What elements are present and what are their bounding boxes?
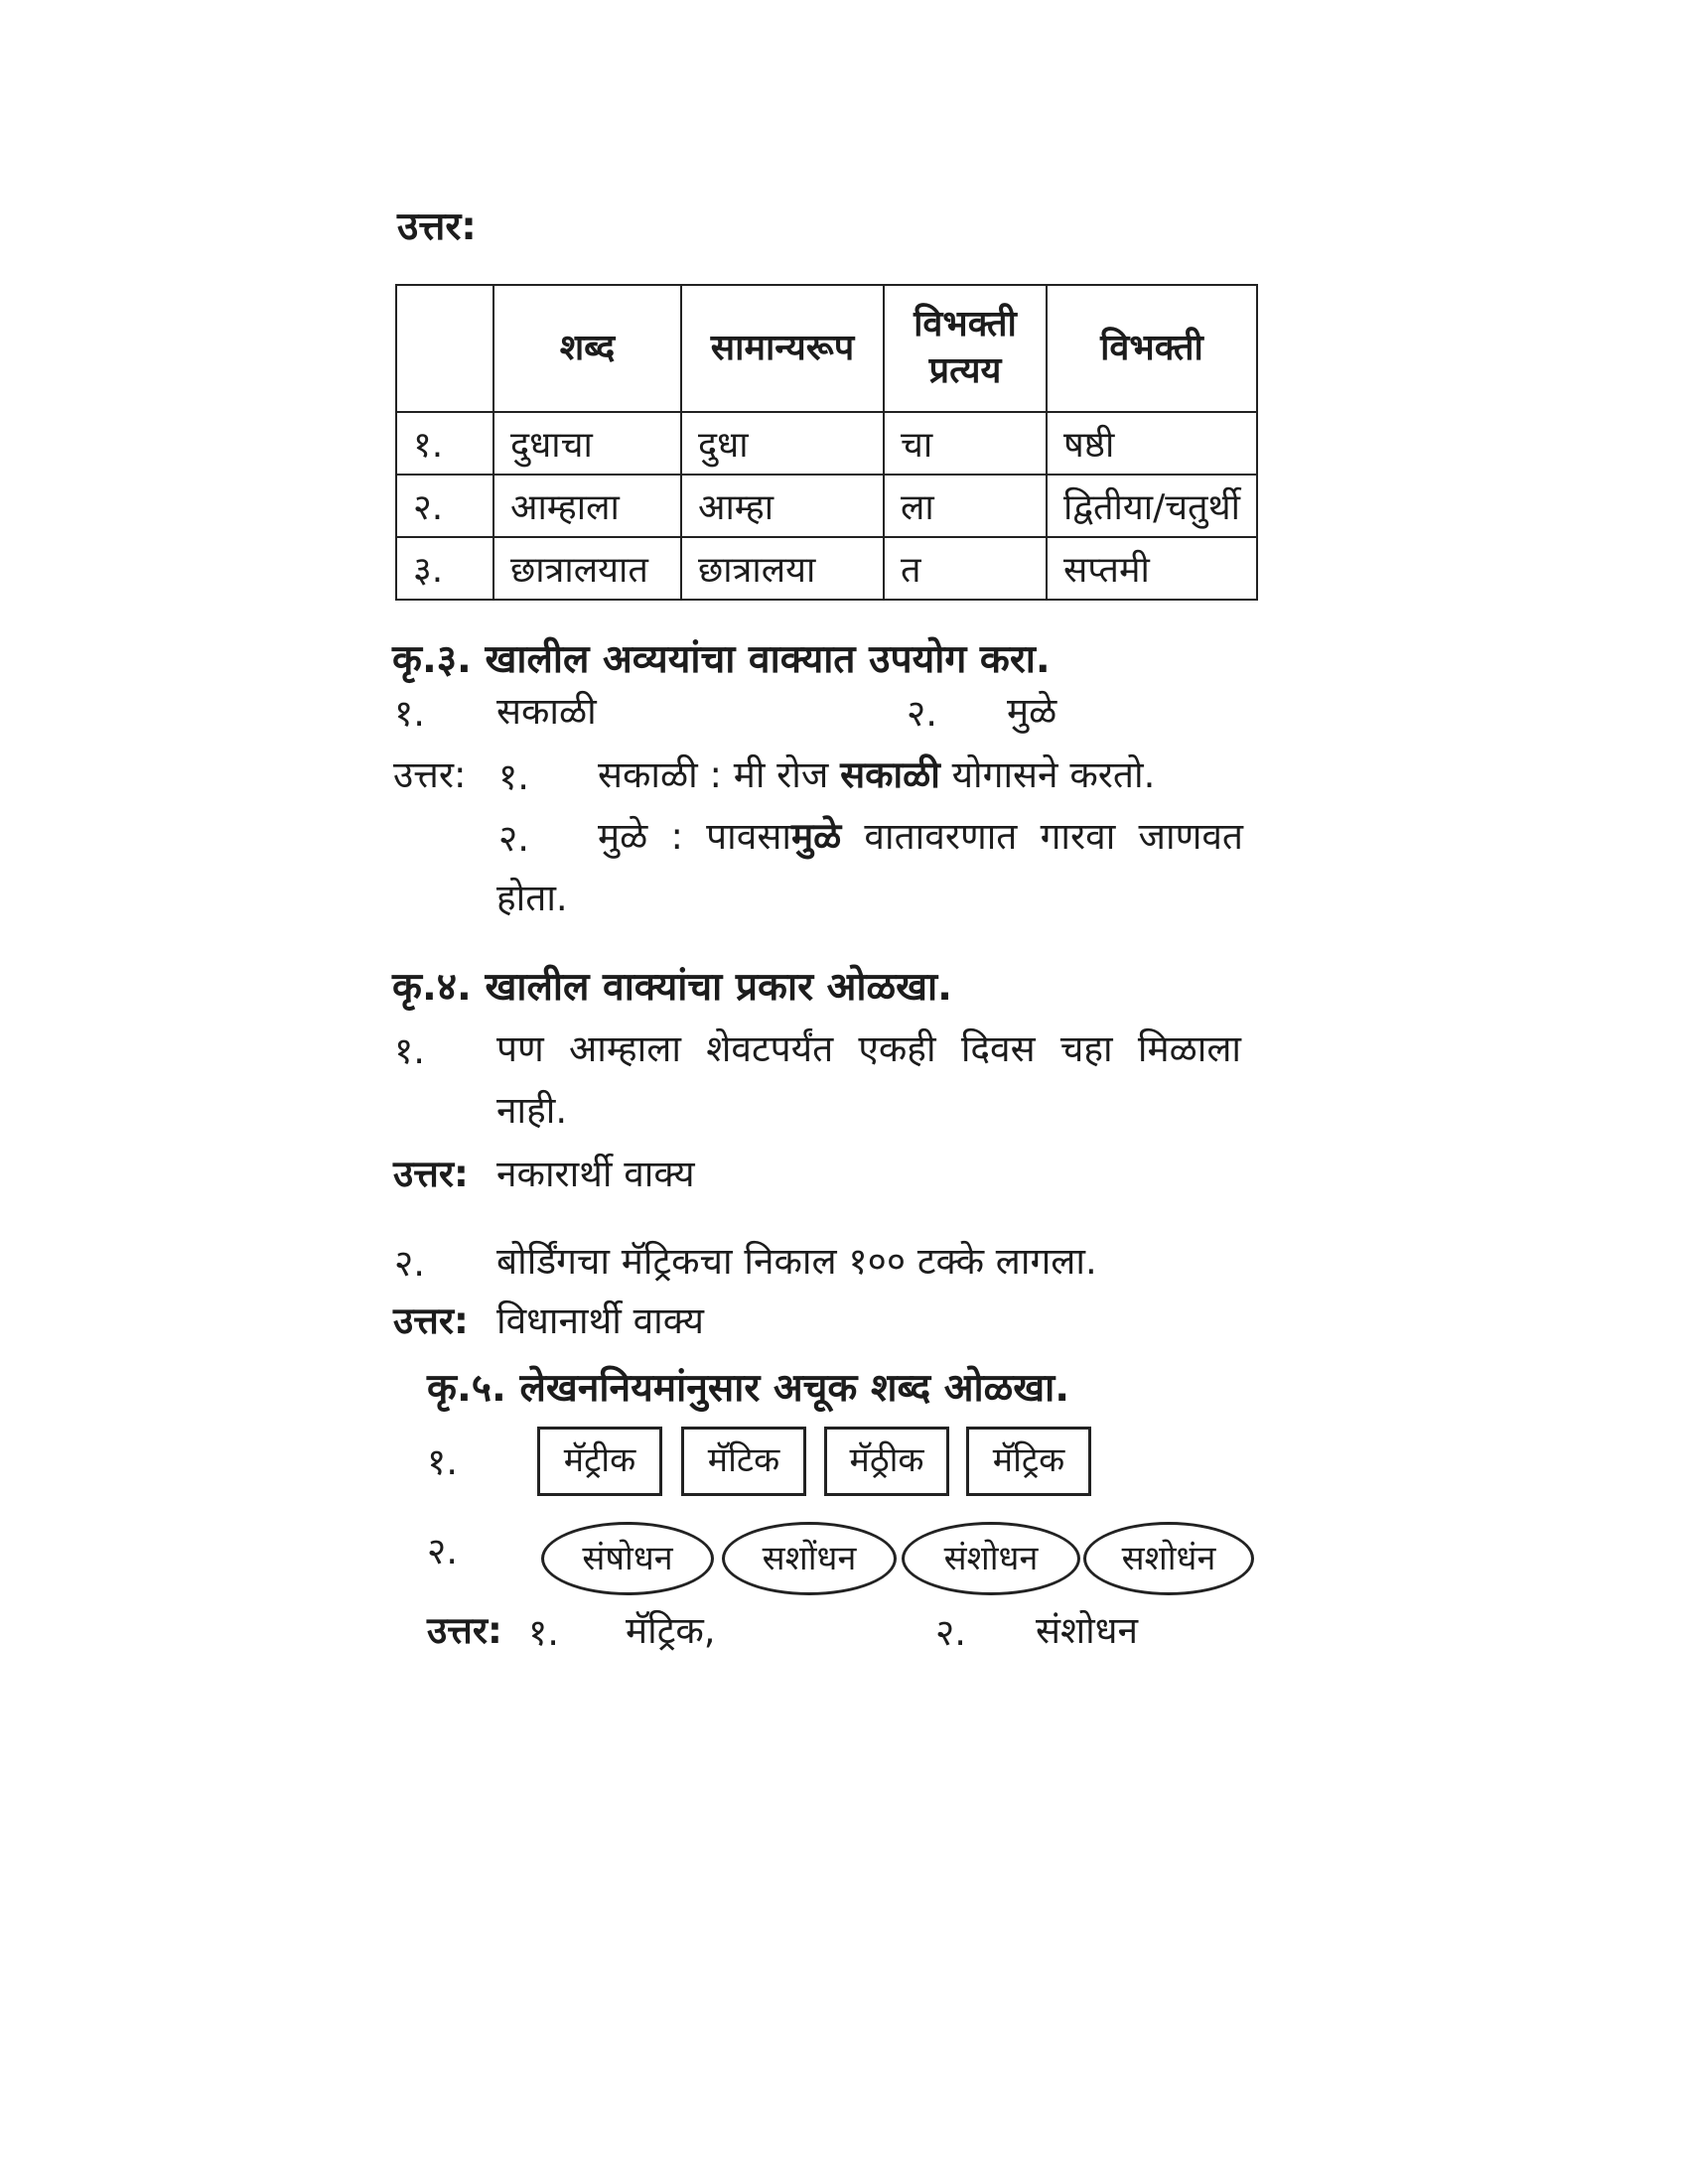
table-header-row: [396, 285, 1257, 412]
table-cell: १.: [396, 412, 493, 475]
table-cell: छात्रालयात: [493, 537, 681, 600]
table-cell: छात्रालया: [681, 537, 884, 600]
option-box: मॅठ्रीक: [824, 1427, 949, 1496]
q3-answer-number: २.: [498, 817, 530, 860]
q4-sentence: पण आम्हाला शेवटपर्यंत एकही दिवस चहा मिळाला: [496, 1027, 1241, 1070]
table-row: [396, 412, 1257, 475]
option-oval: सशोंधन: [722, 1522, 897, 1595]
q5-answer-number: २.: [935, 1611, 967, 1654]
option-oval: संशोधन: [902, 1522, 1080, 1595]
table-cell: षष्ठी: [1047, 412, 1257, 475]
q3-answer-continuation: होता.: [496, 877, 568, 919]
table-header-cell: सामान्यरूप: [681, 285, 884, 412]
table-cell: दुधाचा: [493, 412, 681, 475]
table-cell: ला: [884, 475, 1047, 537]
table-cell: ३.: [396, 537, 493, 600]
vibhakti-table: [395, 284, 1258, 601]
q5-answer-number: १.: [528, 1611, 560, 1654]
table-cell: चा: [884, 412, 1047, 475]
table-row: [396, 537, 1257, 600]
q4-answer-label: उत्तर:: [393, 1299, 469, 1342]
q5-answer: मॅट्रिक,: [626, 1609, 716, 1652]
q5-answer: संशोधन: [1036, 1609, 1139, 1652]
option-oval: संषोधन: [541, 1522, 714, 1595]
q3-answer-label: उत्तर:: [393, 753, 467, 796]
q3-answer-sentence: सकाळी : मी रोज सकाळी योगासने करतो.: [598, 753, 1156, 796]
table-cell: २.: [396, 475, 493, 537]
table-cell: त: [884, 537, 1047, 600]
q3-option-number: २.: [907, 692, 938, 735]
q5-answer-label: उत्तर:: [427, 1609, 502, 1652]
q5-row-number: १.: [427, 1440, 459, 1483]
q4-heading: कृ.४. खालील वाक्यांचा प्रकार ओळखा.: [392, 965, 952, 1010]
table-header-cell: [396, 285, 493, 412]
q4-sentence-number: १.: [394, 1029, 426, 1072]
table-header-cell: शब्द: [493, 285, 681, 412]
q4-sentence: बोर्डिंगचा मॅट्रिकचा निकाल १०० टक्के लागला.: [496, 1240, 1097, 1283]
table-cell: आम्हाला: [493, 475, 681, 537]
table-cell: सप्तमी: [1047, 537, 1257, 600]
q3-option-number: १.: [394, 692, 426, 735]
q4-answer-label: उत्तर:: [393, 1153, 469, 1195]
option-box: मॅटिक: [681, 1427, 806, 1496]
q3-heading: कृ.३. खालील अव्ययांचा वाक्यात उपयोग करा.: [392, 637, 1051, 682]
q4-answer: नकारार्थी वाक्य: [496, 1153, 695, 1195]
table-header-cell: विभक्ती प्रत्यय: [884, 285, 1047, 412]
q4-answer: विधानार्थी वाक्य: [496, 1299, 705, 1342]
option-oval: सशोधंन: [1083, 1522, 1254, 1595]
q3-answer-sentence: मुळे : पावसामुळे वातावरणात गारवा जाणवत: [598, 815, 1243, 858]
q3-answer-number: १.: [498, 755, 530, 798]
answer-label-top: उत्तर:: [397, 205, 477, 249]
q5-row-number: २.: [427, 1530, 459, 1572]
table-cell: आम्हा: [681, 475, 884, 537]
q4-sentence-number: २.: [394, 1242, 426, 1285]
table-row: [396, 475, 1257, 537]
q3-option: मुळे: [1007, 690, 1057, 733]
q3-option: सकाळी: [496, 690, 597, 733]
table-cell: दुधा: [681, 412, 884, 475]
table-header-cell: विभक्ती: [1047, 285, 1257, 412]
table-cell: द्वितीया/चतुर्थी: [1047, 475, 1257, 537]
q4-sentence-continuation: नाही.: [496, 1089, 568, 1132]
q5-heading: कृ.५. लेखननियमांनुसार अचूक शब्द ओळखा.: [427, 1366, 1070, 1411]
option-box: मॅट्रीक: [537, 1427, 662, 1496]
option-box: मॅट्रिक: [966, 1427, 1091, 1496]
